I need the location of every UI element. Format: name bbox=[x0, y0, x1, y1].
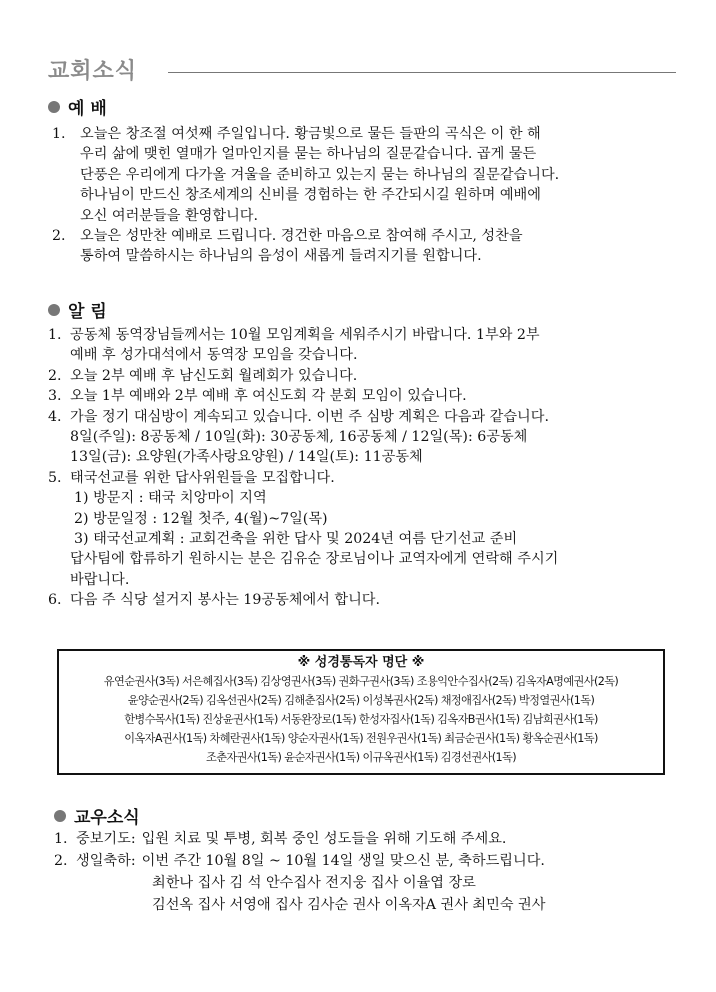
item-text: 오신 여러분들을 환영합니다. bbox=[80, 207, 258, 224]
item-text: 오늘은 창조절 여섯째 주일입니다. 황금빛으로 물든 들판의 곡식은 이 한 해 bbox=[80, 126, 541, 142]
bible-reading-line: 조춘자권사(1독) 윤순자권사(1독) 이규옥권사(1독) 김경선권사(1독) bbox=[205, 751, 517, 764]
item-text: 우리 삶에 맺힌 열매가 얼마인지를 묻는 하나님의 질문같습니다. 곱게 물든 bbox=[80, 146, 537, 163]
bible-reading-title: ※ 성경통독자 명단 ※ bbox=[297, 655, 425, 670]
members-list bbox=[54, 828, 684, 916]
item-text: 예배 후 성가대석에서 동역장 모임을 갖습니다. bbox=[70, 347, 358, 364]
worship-title: 예 배 bbox=[68, 99, 107, 119]
item-number: 3. bbox=[48, 388, 62, 405]
item-label: 생일축하: bbox=[76, 853, 136, 869]
item-text: 오늘 2부 예배 후 남신도회 월례회가 있습니다. bbox=[70, 367, 358, 384]
notice-item bbox=[48, 366, 688, 386]
item-text: 입원 치료 및 투병, 회복 중인 성도들을 위해 기도해 주세요. bbox=[141, 831, 507, 847]
item-number: 1. bbox=[48, 327, 62, 343]
item-number: 4. bbox=[48, 408, 62, 425]
item-text: 가을 정기 대심방이 계속되고 있습니다. 이번 주 심방 계획은 다음과 같습니다. bbox=[70, 408, 549, 425]
item-number: 5. bbox=[48, 469, 62, 486]
notices-title: 알 림 bbox=[68, 302, 107, 322]
item-subtext: 1) 방문지 : 태국 치앙마이 지역 bbox=[74, 490, 267, 507]
item-text: 태국선교를 위한 답사위원들을 모집합니다. bbox=[70, 469, 335, 486]
item-text: 13일(금): 요양원(가족사랑요양원) / 14일(토): 11공동체 bbox=[70, 449, 423, 466]
page-title: 교회소식 bbox=[48, 59, 138, 84]
item-text: 오늘 1부 예배와 2부 예배 후 여신도회 각 분회 모임이 있습니다. bbox=[70, 388, 467, 405]
item-text: 답사팀에 합류하기 원하시는 분은 김유순 장로님이나 교역자에게 연락해 주시기 bbox=[70, 551, 559, 568]
item-text: 바랍니다. bbox=[70, 571, 130, 588]
item-subtext: 2) 방문일정 : 12월 첫주, 4(월)~7일(목) bbox=[74, 510, 328, 527]
item-text: 통하여 말씀하시는 하나님의 음성이 새롭게 들려지기를 원합니다. bbox=[80, 248, 482, 265]
bible-reading-line: 이옥자A권사(1독) 차혜란권사(1독) 양순자권사(1독) 전원우권사(1독) 최금순권사(1독) 황옥순권사(1독) bbox=[124, 732, 598, 745]
item-number: 2. bbox=[52, 228, 66, 245]
bullet-icon bbox=[54, 810, 66, 822]
notice-item bbox=[48, 407, 688, 468]
item-text: 공동체 동역장님들께서는 10월 모임계획을 세워주시기 바랍니다. 1부와 2부 bbox=[70, 327, 540, 343]
notice-item bbox=[48, 386, 688, 406]
item-text: 단풍은 우리에게 다가올 겨울을 준비하고 있는지 묻는 하나님의 질문같습니다. bbox=[80, 166, 560, 183]
member-item bbox=[54, 850, 684, 872]
item-number: 1. bbox=[52, 126, 66, 142]
worship-item bbox=[52, 124, 682, 226]
notices-heading bbox=[48, 297, 107, 322]
bullet-icon bbox=[48, 101, 60, 113]
item-subtext: 3) 태국선교계획 : 교회건축을 위한 답사 및 2024년 여름 단기선교 준비 bbox=[74, 531, 518, 548]
item-text: 이번 주간 10월 8일 ~ 10월 14일 생일 맞으신 분, 축하드립니다. bbox=[141, 853, 545, 869]
bible-reading-line: 윤양순권사(2독) 김옥선권사(2독) 김해춘집사(2독) 이성복권사(2독) 채정애집사(2독) 박정열권사(1독) bbox=[127, 694, 595, 707]
birthday-names: 김선옥 집사 서영애 집사 김사순 권사 이옥자A 권사 최민숙 권사 bbox=[152, 897, 546, 913]
item-text: 오늘은 성만찬 예배로 드립니다. 경건한 마음으로 참여해 주시고, 성찬을 bbox=[80, 228, 523, 245]
item-text: 다음 주 식당 설거지 봉사는 19공동체에서 합니다. bbox=[70, 592, 381, 609]
bible-reading-box bbox=[57, 649, 665, 775]
members-title: 교우소식 bbox=[74, 808, 140, 828]
item-number: 2. bbox=[48, 367, 62, 384]
members-heading bbox=[54, 803, 140, 828]
item-text: 8일(주일): 8공동체 / 10일(화): 30공동체, 16공동체 / 12일(목): 6공동체 bbox=[70, 429, 528, 446]
worship-item bbox=[52, 226, 682, 267]
bible-reading-line: 한병수목사(1독) 진상윤권사(1독) 서동완장로(1독) 한성자집사(1독) 김옥자B권사(1독) 김남희권사(1독) bbox=[124, 713, 598, 726]
item-number: 2. bbox=[54, 853, 68, 869]
item-text: 하나님이 만드신 창조세계의 신비를 경험하는 한 주간되시길 원하며 예배에 bbox=[80, 187, 541, 204]
worship-list bbox=[52, 124, 682, 267]
notice-item bbox=[48, 325, 688, 366]
worship-heading bbox=[48, 94, 107, 119]
item-label: 중보기도: bbox=[76, 831, 136, 847]
birthday-names: 최한나 집사 김 석 안수집사 전지웅 집사 이율엽 장로 bbox=[152, 875, 476, 891]
header-divider bbox=[168, 72, 676, 73]
item-number: 6. bbox=[48, 592, 62, 609]
notice-item bbox=[48, 590, 688, 610]
notices-list bbox=[48, 325, 688, 611]
bible-reading-line: 유연순권사(3독) 서은혜집사(3독) 김상영권사(3독) 권화구권사(3독) 조용익안수집사(2독) 김옥자A명예권사(2독) bbox=[103, 675, 619, 688]
member-item bbox=[54, 828, 684, 850]
item-number: 1. bbox=[54, 831, 68, 847]
page-header bbox=[48, 54, 676, 88]
bullet-icon bbox=[48, 304, 60, 316]
notice-item bbox=[48, 468, 688, 590]
